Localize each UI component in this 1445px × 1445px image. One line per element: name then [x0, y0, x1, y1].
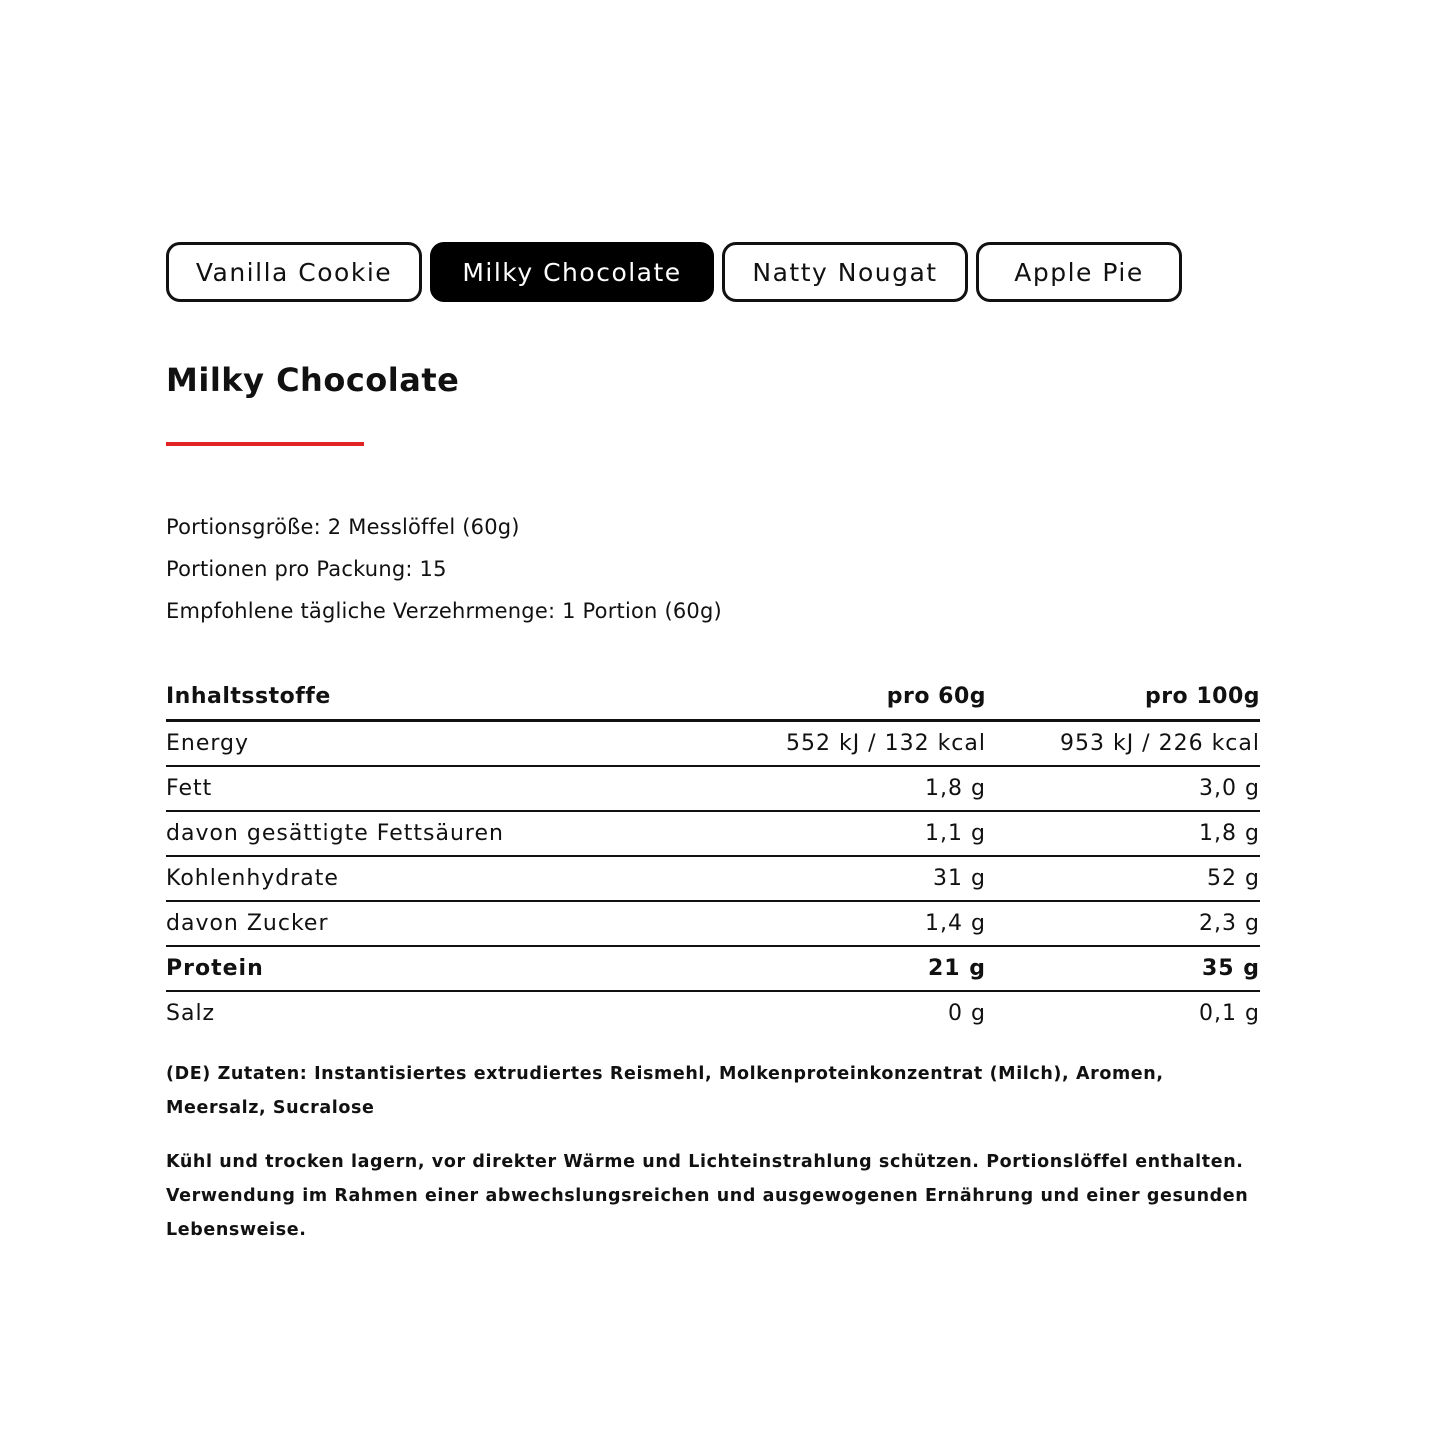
- ingredients-note: (DE) Zutaten: Instantisiertes extrudiertes Reismehl, Molkenproteinkonzentrat (Milch), Aromen, Meersalz, Sucralose: [166, 1063, 1164, 1118]
- table-row-energy: [166, 722, 1260, 767]
- serving-info: [166, 506, 1260, 632]
- tab-milky-chocolate[interactable]: Milky Chocolate: [430, 242, 714, 302]
- table-row-saturated-fat: [166, 812, 1260, 857]
- row-per-60g: 31 g: [933, 865, 986, 891]
- row-name: Kohlenhydrate: [166, 865, 339, 891]
- header-per-60g: pro 60g: [886, 684, 986, 710]
- row-per-60g: 1,1 g: [925, 820, 986, 846]
- row-name: davon gesättigte Fettsäuren: [166, 820, 504, 846]
- tab-apple-pie[interactable]: Apple Pie: [976, 242, 1182, 302]
- tab-vanilla-cookie[interactable]: Vanilla Cookie: [166, 242, 422, 302]
- table-row-fat: [166, 767, 1260, 812]
- row-name: davon Zucker: [166, 910, 329, 936]
- product-title: Milky Chocolate: [166, 361, 460, 399]
- nutrition-table: [166, 675, 1260, 1035]
- row-per-100g: 52 g: [1207, 865, 1260, 891]
- row-name: Salz: [166, 1000, 216, 1026]
- table-row-carbohydrates: [166, 857, 1260, 902]
- row-per-60g: 552 kJ / 132 kcal: [785, 730, 986, 756]
- tab-natty-nougat[interactable]: Natty Nougat: [722, 242, 968, 302]
- row-per-100g: 953 kJ / 226 kcal: [1059, 730, 1260, 756]
- row-per-100g: 2,3 g: [1199, 910, 1260, 936]
- title-accent-divider: [166, 442, 364, 446]
- row-name: Energy: [166, 730, 250, 756]
- row-per-60g: 0 g: [948, 1000, 986, 1026]
- row-per-100g: 0,1 g: [1199, 1000, 1260, 1026]
- row-per-100g: 35 g: [1201, 955, 1260, 981]
- row-name: Fett: [166, 775, 213, 801]
- row-per-60g: 1,4 g: [925, 910, 986, 936]
- portions-per-pack: Portionen pro Packung: 15: [166, 556, 447, 581]
- recommended-daily-intake: Empfohlene tägliche Verzehrmenge: 1 Portion (60g): [166, 598, 722, 623]
- table-row-salt: [166, 992, 1260, 1035]
- table-header-row: [166, 675, 1260, 722]
- row-per-60g: 21 g: [927, 955, 986, 981]
- header-ingredients: Inhaltsstoffe: [166, 684, 331, 710]
- product-info-panel: [166, 242, 1260, 1247]
- row-per-100g: 3,0 g: [1199, 775, 1260, 801]
- portion-size: Portionsgröße: 2 Messlöffel (60g): [166, 514, 520, 539]
- header-per-100g: pro 100g: [1144, 684, 1260, 710]
- row-per-60g: 1,8 g: [925, 775, 986, 801]
- table-row-protein: [166, 947, 1260, 992]
- flavor-tabs: [166, 242, 1260, 302]
- row-per-100g: 1,8 g: [1199, 820, 1260, 846]
- product-notes: [166, 1057, 1260, 1247]
- storage-note: Kühl und trocken lagern, vor direkter Wärme und Lichteinstrahlung schützen. Portionslöffel enthalten. Verwendung im Rahmen einer abwechslungsreichen und ausgewogenen Ernährung und einer gesunden Lebensweise.: [166, 1151, 1249, 1240]
- row-name: Protein: [166, 955, 264, 981]
- table-row-sugar: [166, 902, 1260, 947]
